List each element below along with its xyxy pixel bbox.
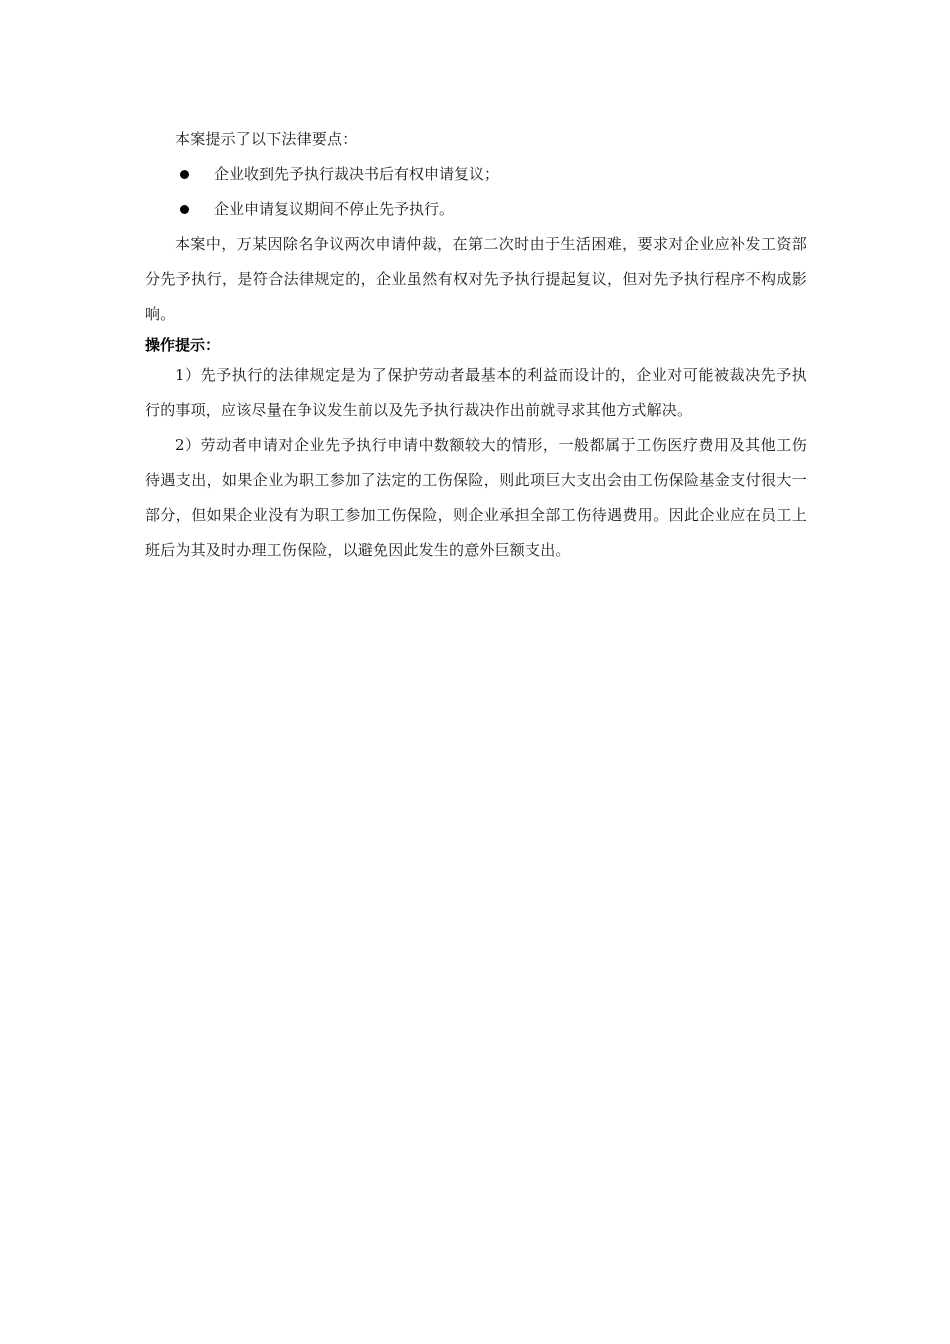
bullet-dot-icon	[180, 205, 189, 214]
tip-paragraph-2: 2）劳动者申请对企业先予执行申请中数额较大的情形，一般都属于工伤医疗费用及其他工伤待遇支出，如果企业为职工参加了法定的工伤保险，则此项巨大支出会由工伤保险基金支付很大一部分，但如果企业没有为职工参加工伤保险，则企业承担全部工伤待遇费用。因此企业应在员工上班后为其及时办理工伤保险，以避免因此发生的意外巨额支出。	[145, 436, 807, 559]
bullet-text: 企业申请复议期间不停止先予执行。	[214, 200, 455, 218]
analysis-paragraph: 本案中，万某因除名争议两次申请仲裁，在第二次时由于生活困难，要求对企业应补发工资部分先予执行，是符合法律规定的，企业虽然有权对先予执行提起复议，但对先予执行程序不构成影响。	[145, 235, 807, 323]
intro-paragraph: 本案提示了以下法律要点：	[175, 130, 358, 148]
bullet-text: 企业收到先予执行裁决书后有权申请复议；	[214, 165, 500, 183]
tip-paragraph-1: 1）先予执行的法律规定是为了保护劳动者最基本的利益而设计的，企业对可能被裁决先予执行的事项，应该尽量在争议发生前以及先予执行裁决作出前就寻求其他方式解决。	[145, 366, 807, 419]
bullet-item	[145, 157, 807, 192]
bullet-item	[145, 192, 807, 227]
document-body	[145, 122, 807, 568]
tips-heading: 操作提示：	[145, 336, 221, 354]
bullet-dot-icon	[180, 170, 189, 179]
